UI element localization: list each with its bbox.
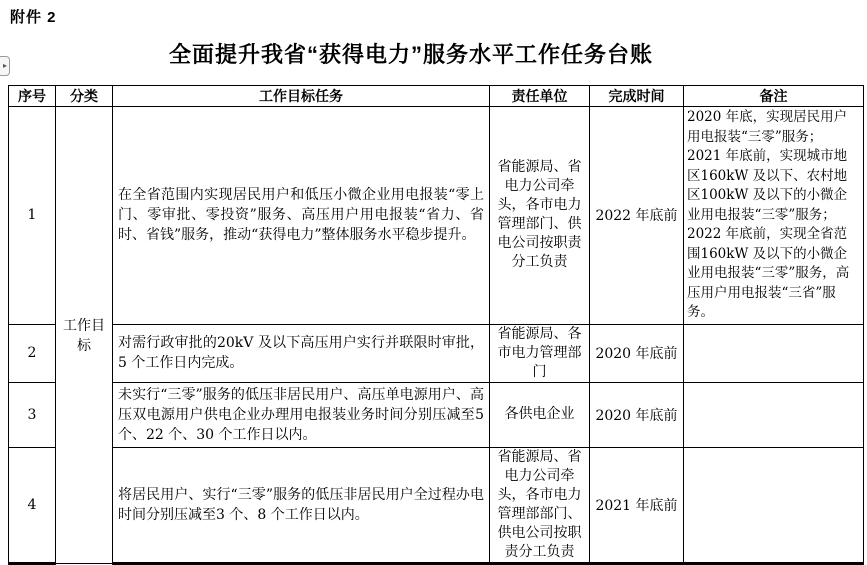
remark-line: 2020 年底，实现居民用户用电报装“三零”服务；	[687, 109, 848, 145]
chevron-right-icon: ▸	[2, 61, 7, 70]
task-cell: 将居民用户、实行“三零”服务的低压非居民用户全过程办电时间分别压减至3 个、8 个工作日以内。	[113, 447, 490, 563]
header-cell-time: 完成时间	[590, 86, 684, 107]
row-number-cell: 4	[9, 447, 56, 563]
category-cell: 工作目标	[56, 107, 113, 564]
unit-cell: 省能源局、省电力公司牵头，各市电力管理部部门、供电公司按职责分工负责	[490, 447, 590, 563]
time-cell: 2020 年底前	[590, 382, 684, 447]
header-cell-category: 分类	[56, 86, 113, 107]
header-cell-remark: 备注	[684, 86, 864, 107]
header-cell-unit: 责任单位	[490, 86, 590, 107]
table-header-row	[9, 86, 864, 107]
task-cell: 未实行“三零”服务的低压非居民用户、高压单电源用户、高压双电源用户供电企业办理用电报装业务时间分别压减至5 个、22 个、30 个工作日以内。	[113, 382, 490, 447]
time-cell: 2020 年底前	[590, 324, 684, 382]
header-cell-task: 工作目标任务	[113, 86, 490, 107]
unit-cell: 各供电企业	[490, 382, 590, 447]
remark-cell-empty	[684, 324, 864, 382]
unit-cell: 省能源局、各市电力管理部门	[490, 324, 590, 382]
remark-cell	[684, 107, 864, 325]
row-number-cell: 2	[9, 324, 56, 382]
header-cell-no: 序号	[9, 86, 56, 107]
task-cell: 在全省范围内实现居民用户和低压小微企业用电报装“零上门、零审批、零投资”服务、高压用户用电报装“省力、省时、省钱”服务，推动“获得电力”整体服务水平稳步提升。	[113, 107, 490, 325]
table-row	[9, 324, 864, 382]
remark-line: 2021 年底前，实现城市地区160kW 及以下、农村地区100kW 及以下的小微企业用电报装“三零”服务；	[687, 148, 848, 223]
table-row	[9, 447, 864, 563]
task-cell: 对需行政审批的20kV 及以下高压用户实行并联限时审批，5 个工作日内完成。	[113, 324, 490, 382]
task-table	[8, 85, 864, 565]
row-number-cell: 1	[9, 107, 56, 325]
time-cell: 2022 年底前	[590, 107, 684, 325]
remark-cell-empty	[684, 447, 864, 563]
remark-line: 2022 年底前，实现全省范围160kW 及以下的小微企业用电报装“三零”服务，高压用户用电报装“三省”服务。	[687, 226, 850, 320]
time-cell: 2021 年底前	[590, 447, 684, 563]
remark-cell-empty	[684, 382, 864, 447]
attachment-label: 附件 2	[10, 9, 57, 26]
unit-cell: 省能源局、省电力公司牵头，各市电力管理部门、供电公司按职责分工负责	[490, 107, 590, 325]
doc-title: 全面提升我省“获得电力”服务水平工作任务台账	[168, 42, 653, 67]
table-row	[9, 107, 864, 325]
row-number-cell: 3	[9, 382, 56, 447]
table-row	[9, 382, 864, 447]
